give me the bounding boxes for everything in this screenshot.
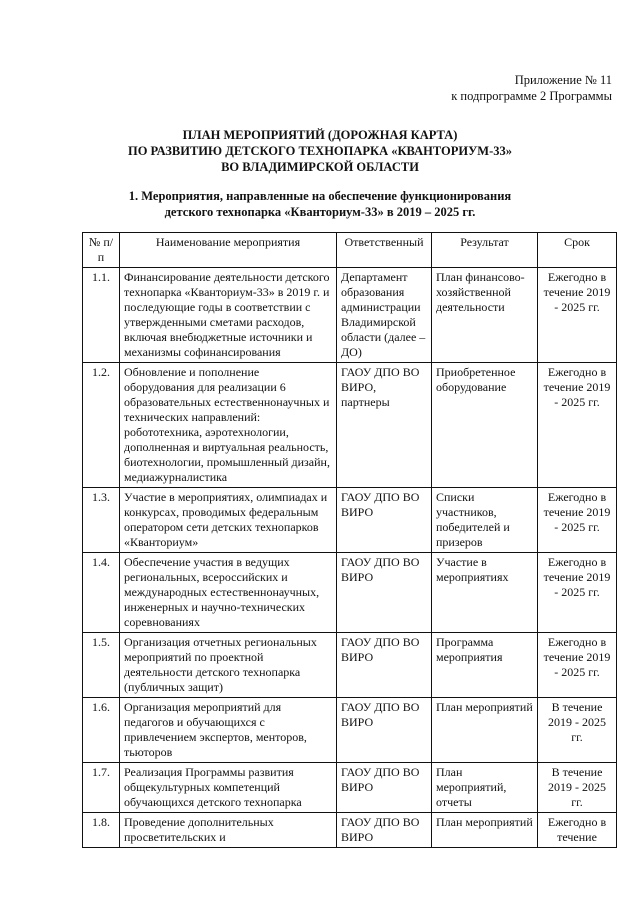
title-line-2: ПО РАЗВИТИЮ ДЕТСКОГО ТЕХНОПАРКА «КВАНТОРИУМ-33»	[127, 144, 512, 158]
row-result: Списки участников, победителей и призеров	[432, 488, 538, 553]
table-row	[83, 553, 617, 633]
appendix-line-1: Приложение № 11	[514, 73, 612, 87]
row-num: 1.7.	[83, 763, 120, 813]
roadmap-table	[82, 232, 617, 848]
row-result: Программа мероприятия	[432, 633, 538, 698]
row-term: Ежегодно в течение 2019 - 2025 гг.	[538, 633, 617, 698]
row-result: Участие в мероприятиях	[432, 553, 538, 633]
row-responsible: ГАОУ ДПО ВО ВИРО	[337, 698, 432, 763]
row-result: План финансово-хозяйственной деятельности	[432, 268, 538, 363]
row-num: 1.2.	[83, 363, 120, 488]
row-name: Обновление и пополнение оборудования для реализации 6 образовательных естественнонаучных и технических направлений: робототехника, аэротехнологии, дополненная и виртуальная реальность, биотехнологии, промышленный дизайн, медиажурналистика	[120, 363, 337, 488]
section-line-2: детского технопарка «Кванториум-33» в 2019 – 2025 гг.	[164, 205, 476, 219]
row-name: Проведение дополнительных просветительских и	[120, 813, 337, 848]
row-name: Финансирование деятельности детского технопарка «Кванториум-33» в 2019 г. и последующие годы в соответствии с утвержденными сметами расходов, включая внебюджетные источники и механизмы софинансирования	[120, 268, 337, 363]
row-name: Обеспечение участия в ведущих региональных, всероссийских и международных естественнонаучных, инженерных и научно-технических соревнованиях	[120, 553, 337, 633]
row-term: Ежегодно в течение	[538, 813, 617, 848]
row-name: Организация мероприятий для педагогов и обучающихся с привлечением экспертов, менторов, тьюторов	[120, 698, 337, 763]
header-num: № п/п	[83, 233, 120, 268]
row-num: 1.1.	[83, 268, 120, 363]
row-responsible: ГАОУ ДПО ВО ВИРО	[337, 763, 432, 813]
appendix-line-2: к подпрограмме 2 Программы	[451, 89, 612, 103]
row-term: В течение 2019 - 2025 гг.	[538, 763, 617, 813]
table-header-row	[83, 233, 617, 268]
row-responsible: ГАОУ ДПО ВО ВИРО	[337, 813, 432, 848]
header-name: Наименование мероприятия	[120, 233, 337, 268]
table-row	[83, 698, 617, 763]
header-result: Результат	[432, 233, 538, 268]
row-name: Реализация Программы развития общекультурных компетенций обучающихся детского технопарка	[120, 763, 337, 813]
row-name: Организация отчетных региональных мероприятий по проектной деятельности детского технопарка (публичных защит)	[120, 633, 337, 698]
table-row	[83, 363, 617, 488]
table-row	[83, 633, 617, 698]
row-num: 1.4.	[83, 553, 120, 633]
section-heading	[0, 188, 640, 220]
appendix-note	[451, 72, 612, 104]
row-result: План мероприятий	[432, 698, 538, 763]
row-num: 1.3.	[83, 488, 120, 553]
row-num: 1.8.	[83, 813, 120, 848]
header-responsible: Ответственный	[337, 233, 432, 268]
row-num: 1.6.	[83, 698, 120, 763]
row-responsible: ГАОУ ДПО ВО ВИРО	[337, 633, 432, 698]
header-term: Срок	[538, 233, 617, 268]
row-term: Ежегодно в течение 2019 - 2025 гг.	[538, 363, 617, 488]
title-line-1: ПЛАН МЕРОПРИЯТИЙ (ДОРОЖНАЯ КАРТА)	[182, 128, 458, 142]
row-responsible: Департамент образования администрации Владимирской области (далее – ДО)	[337, 268, 432, 363]
document-title	[0, 127, 640, 175]
row-term: Ежегодно в течение 2019 - 2025 гг.	[538, 488, 617, 553]
row-responsible: ГАОУ ДПО ВО ВИРО	[337, 553, 432, 633]
row-num: 1.5.	[83, 633, 120, 698]
table-row	[83, 268, 617, 363]
row-term: В течение 2019 - 2025 гг.	[538, 698, 617, 763]
row-responsible: ГАОУ ДПО ВО ВИРО, партнеры	[337, 363, 432, 488]
row-responsible: ГАОУ ДПО ВО ВИРО	[337, 488, 432, 553]
table-row	[83, 813, 617, 848]
row-name: Участие в мероприятиях, олимпиадах и конкурсах, проводимых федеральным оператором сети детских технопарков «Кванториум»	[120, 488, 337, 553]
row-result: План мероприятий	[432, 813, 538, 848]
row-term: Ежегодно в течение 2019 - 2025 гг.	[538, 268, 617, 363]
section-line-1: 1. Мероприятия, направленные на обеспечение функционирования	[128, 189, 512, 203]
table-row	[83, 488, 617, 553]
table-row	[83, 763, 617, 813]
row-result: Приобретенное оборудование	[432, 363, 538, 488]
row-result: План мероприятий, отчеты	[432, 763, 538, 813]
title-line-3: ВО ВЛАДИМИРСКОЙ ОБЛАСТИ	[221, 160, 419, 174]
row-term: Ежегодно в течение 2019 - 2025 гг.	[538, 553, 617, 633]
